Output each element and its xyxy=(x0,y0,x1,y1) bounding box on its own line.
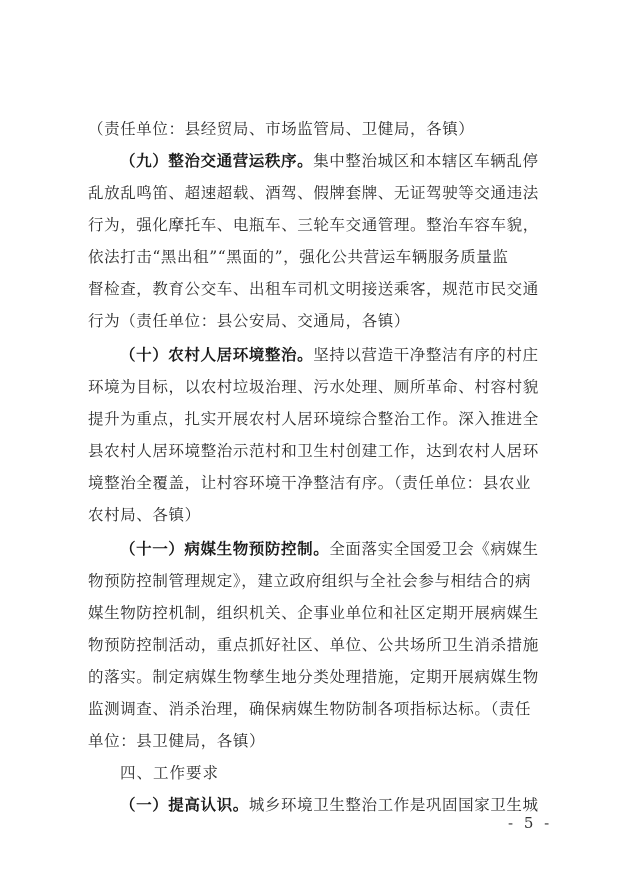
line-text: 行为（责任单位：县公安局、交通局，各镇） xyxy=(88,312,411,330)
section-11-line xyxy=(88,570,531,592)
section-10-line xyxy=(88,376,539,398)
section-9-line xyxy=(88,278,539,300)
section-9-line xyxy=(88,214,539,236)
section-9-line xyxy=(88,310,410,332)
section-11-line xyxy=(88,634,539,656)
line-text: 全面落实全国爱卫会《病媒生 xyxy=(329,540,539,558)
line-text: 督检查，教育公交车、出租车司机文明接送乘客，规范市民交通 xyxy=(88,280,539,298)
line-text: 城乡环境卫生整治工作是巩固国家卫生城 xyxy=(248,796,539,814)
heading-text: 四、工作要求 xyxy=(120,764,220,782)
line-text: （责任单位：县经贸局、市场监管局、卫健局，各镇） xyxy=(88,120,475,138)
section-10-line xyxy=(88,440,539,462)
subsection-1-title: （一）提高认识。 xyxy=(120,796,249,814)
section-11-line xyxy=(88,602,539,624)
page-number: - 5 - xyxy=(508,814,553,832)
section-9-line xyxy=(88,182,539,204)
section-11-first-line xyxy=(120,538,539,560)
section-9-first-line xyxy=(120,150,539,172)
section-10-first-line xyxy=(120,344,539,366)
line-text: 县农村人居环境整治示范村和卫生村创建工作，达到农村人居环 xyxy=(88,442,539,460)
line-text: 乱放乱鸣笛、超速超载、酒驾、假牌套牌、无证驾驶等交通违法 xyxy=(88,184,539,202)
subsection-1-first-line xyxy=(120,794,539,816)
section-11-line xyxy=(88,730,265,752)
line-text: 提升为重点，扎实开展农村人居环境综合整治工作。深入推进全 xyxy=(88,410,539,428)
section-10-line xyxy=(88,472,531,494)
line-text: 环境为目标，以农村垃圾治理、污水处理、厕所革命、村容村貌 xyxy=(88,378,539,396)
line-text: 农村局、各镇） xyxy=(88,506,201,524)
section-11-line xyxy=(88,666,539,688)
line-text: 媒生物防控机制，组织机关、企事业单位和社区定期开展病媒生 xyxy=(88,604,539,622)
section-9-line xyxy=(88,246,509,268)
section-11-title: （十一）病媒生物预防控制。 xyxy=(120,540,330,558)
line-text: 的落实。制定病媒生物孳生地分类处理措施，定期开展病媒生物 xyxy=(88,668,539,686)
line-text: 依法打击“黑出租”“黑面的”，强化公共营运车辆服务质量监 xyxy=(88,248,509,266)
section-10-line xyxy=(88,504,201,526)
section-heading xyxy=(120,762,219,784)
section-11-line xyxy=(88,698,531,720)
line-text: 行为，强化摩托车、电瓶车、三轮车交通管理。整治车容车貌， xyxy=(88,216,539,234)
line-text: 物预防控制活动，重点抓好社区、单位、公共场所卫生消杀措施 xyxy=(88,636,539,654)
section-9-title: （九）整治交通营运秩序。 xyxy=(120,152,314,170)
line-text: 监测调查、消杀治理，确保病媒生物防制各项指标达标。（责任 xyxy=(88,700,532,718)
line-text: 物预防控制管理规定》，建立政府组织与全社会参与相结合的病 xyxy=(88,572,532,590)
section-10-title: （十）农村人居环境整治。 xyxy=(120,346,314,364)
line-text: 境整治全覆盖，让村容环境干净整洁有序。（责任单位：县农业 xyxy=(88,474,532,492)
paragraph-continuation-line xyxy=(88,118,474,140)
section-10-line xyxy=(88,408,539,430)
line-text: 坚持以营造干净整洁有序的村庄 xyxy=(313,346,539,364)
line-text: 单位：县卫健局，各镇） xyxy=(88,732,266,750)
line-text: 集中整治城区和本辖区车辆乱停 xyxy=(313,152,539,170)
